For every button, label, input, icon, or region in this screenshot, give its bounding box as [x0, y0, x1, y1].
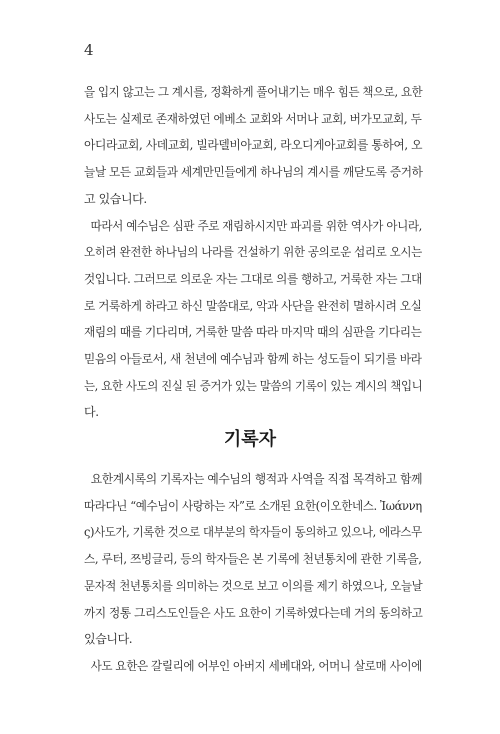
- text-line: 아디라교회, 사데교회, 빌라델비아교회, 라오디게아교회를 통하여, 오: [84, 138, 423, 153]
- text-line: ς)사도가, 기록한 것으로 대부분의 학자들이 동의하고 있으나, 에라스무: [84, 525, 422, 540]
- text-line: 사도는 실제로 존재하였던 에베소 교회와 서머나 교회, 버가모교회, 두: [84, 111, 422, 126]
- text-line: 을 입지 않고는 그 계시를, 정확하게 풀어내기는 매우 힘든 책으로, 요한: [84, 85, 423, 99]
- text-line: 사도 요한은 갈릴리에 어부인 아버지 세베대와, 어머니 살로매 사이에: [84, 658, 422, 673]
- text-line: 다.: [84, 405, 99, 420]
- text-line: 오히려 완전한 하나님의 나라를 건설하기 위한 공의로운 섭리로 오시는: [84, 245, 422, 260]
- text-line: 것입니다. 그러므로 의로운 자는 그대로 의를 행하고, 거룩한 자는 그대: [84, 271, 422, 286]
- text-line: 따라서 예수님은 심판 주로 재림하시지만 파괴를 위한 역사가 아니라,: [84, 218, 422, 233]
- text-line: 문자적 천년통치를 의미하는 것으로 보고 이의를 제기 하였으나, 오늘날: [84, 578, 423, 593]
- text-line: 스, 루터, 쯔빙글리, 등의 학자들은 본 기록에 천년통치에 관한 기록을,: [84, 552, 422, 567]
- section-heading: 기록자: [223, 429, 277, 450]
- text-line: 로 거룩하게 하라고 하신 말씀대로, 악과 사단을 완전히 멸하시려 오실: [84, 298, 422, 313]
- text-line: 재림의 때를 기다리며, 거룩한 말씀 따라 마지막 때의 심판을 기다리는: [84, 325, 422, 340]
- text-line: 믿음의 아들로서, 새 천년에 예수님과 함께 하는 성도들이 되기를 바라: [84, 352, 422, 367]
- page-number: 4: [84, 41, 94, 59]
- text-line: 까지 정통 그리스도인들은 사도 요한이 기록하였다는데 거의 동의하고: [84, 605, 423, 620]
- body-text-section-1: [84, 79, 422, 426]
- text-line: 요한계시록의 기록자는 예수님의 행적과 사역을 직접 목격하고 함께: [84, 472, 423, 486]
- text-line: 있습니다.: [84, 632, 133, 647]
- text-line: 늘날 모든 교회들과 세계만민들에게 하나님의 계시를 깨닫도록 증거하: [84, 165, 423, 180]
- body-text-section-2: [84, 466, 422, 680]
- text-line: 고 있습니다.: [84, 191, 147, 206]
- text-line: 는, 요한 사도의 진실 된 증거가 있는 말씀의 기록이 있는 계시의 책입니: [84, 378, 423, 393]
- text-line: 따라다닌 “예수님이 사랑하는 자”로 소개된 요한(이오한네스. Ἰωάννη: [84, 498, 422, 513]
